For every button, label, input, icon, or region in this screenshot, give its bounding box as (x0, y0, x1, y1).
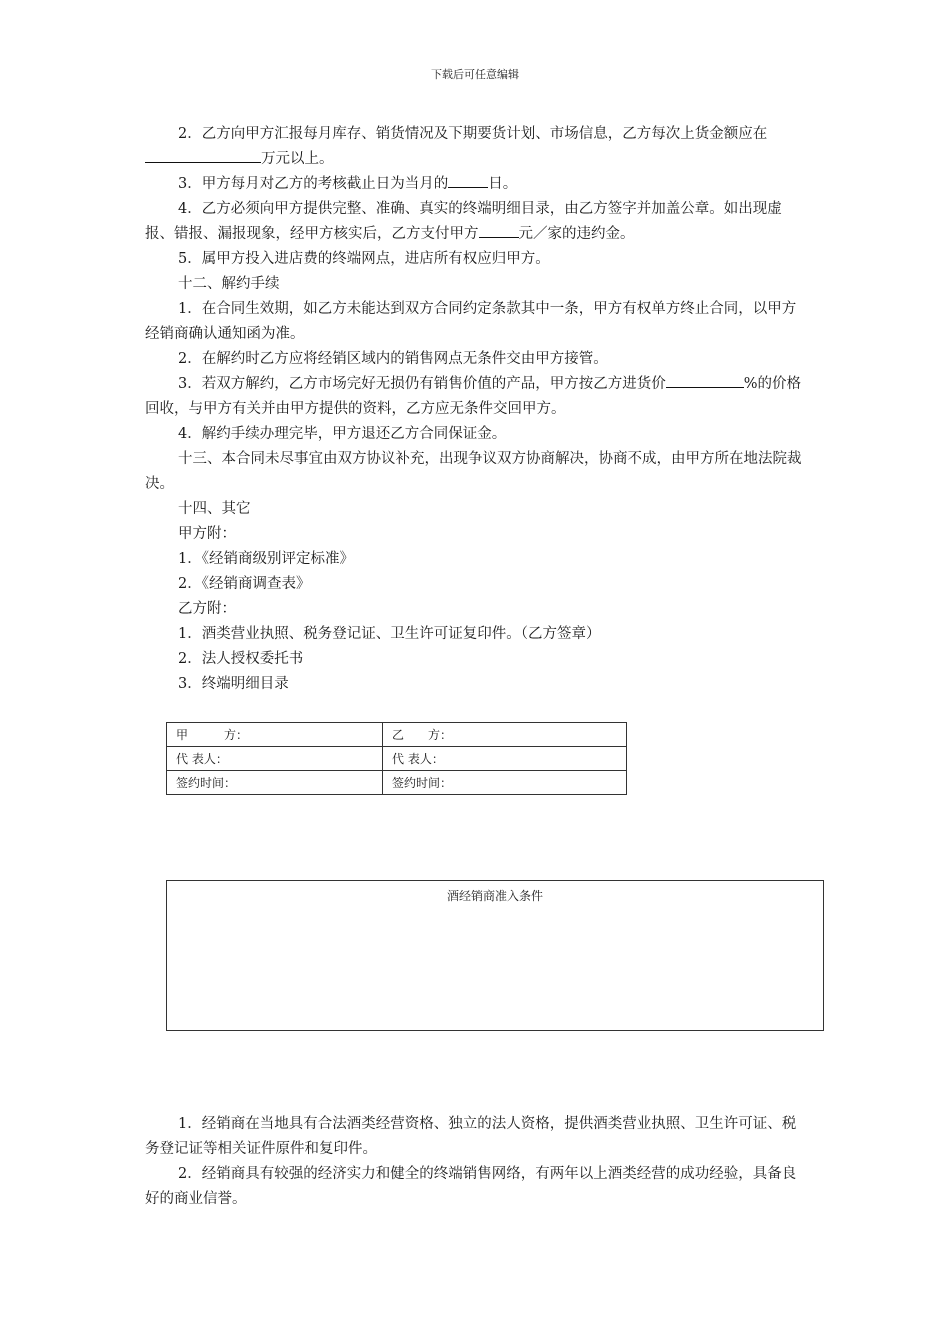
contract-clauses (145, 122, 810, 697)
section-12-heading: 十二、解约手续 (178, 276, 280, 292)
party-a-representative-cell: 代 表人： (167, 747, 383, 771)
table-row (167, 747, 627, 771)
clause-5: 5．属甲方投入进店费的终端网点，进店所有权应归甲方。 (178, 251, 550, 267)
party-a-attachment-1: 1．《经销商级别评定标准》 (178, 551, 354, 567)
party-b-attachment-3: 3．终端明细目录 (178, 676, 289, 692)
signature-table (166, 722, 627, 795)
party-b-attachments-label: 乙方附： (178, 601, 236, 617)
conditions-title-box (166, 880, 824, 1031)
party-b-attachment-1: 1．酒类营业执照、税务登记证、卫生许可证复印件。（乙方签章） (178, 626, 601, 642)
party-a-attachment-2: 2．《经销商调查表》 (178, 576, 311, 592)
percent-blank (666, 372, 736, 388)
penalty-blank (479, 222, 519, 238)
clause-3: 3．甲方每月对乙方的考核截止日为当月的 日。 (145, 172, 810, 197)
party-a-sign-date-cell: 签约时间： (167, 771, 383, 795)
section-12-item-4: 4．解约手续办理完毕，甲方退还乙方合同保证金。 (178, 426, 507, 442)
table-row (167, 723, 627, 747)
clause-4: 4．乙方必须向甲方提供完整、准确、真实的终端明细目录，由乙方签字并加盖公章。如出现虚报、错报、漏报现象，经甲方核实后，乙方支付甲方 元／家的违约金。 (145, 201, 782, 242)
day-blank (448, 172, 488, 188)
party-a-attachments-label: 甲方附： (178, 526, 236, 542)
condition-1: 1．经销商在当地具有合法酒类经营资格、独立的法人资格，提供酒类营业执照、卫生许可证、税务登记证等相关证件原件和复印件。 (145, 1116, 797, 1157)
conditions-list (145, 1112, 810, 1212)
section-13: 十三、本合同未尽事宜由双方协议补充，出现争议双方协商解决，协商不成，由甲方所在地法院裁决。 (145, 451, 802, 492)
section-12-item-1: 1．在合同生效期，如乙方未能达到双方合同约定条款其中一条，甲方有权单方终止合同，以甲方经销商确认通知函为准。 (145, 301, 797, 342)
party-b-cell: 乙 方： (383, 723, 627, 747)
table-row (167, 771, 627, 795)
amount-blank (145, 147, 261, 163)
section-12-item-3: 3．若双方解约，乙方市场完好无损仍有销售价值的产品，甲方按乙方进货价 %的价格回收，与甲方有关并由甲方提供的资料，乙方应无条件交回甲方。 (145, 372, 810, 422)
section-14-heading: 十四、其它 (178, 501, 251, 517)
percent-blank-continued (736, 372, 744, 388)
party-a-cell: 甲 方： (167, 723, 383, 747)
party-b-sign-date-cell: 签约时间： (383, 771, 627, 795)
condition-2: 2．经销商具有较强的经济实力和健全的终端销售网络，有两年以上酒类经营的成功经验，具备良好的商业信誉。 (145, 1166, 797, 1207)
party-b-attachment-2: 2．法人授权委托书 (178, 651, 304, 667)
section-12-item-2: 2．在解约时乙方应将经销区域内的销售网点无条件交由甲方接管。 (178, 351, 608, 367)
conditions-title: 酒经销商准入条件 (446, 889, 543, 903)
page-header: 下载后可任意编辑 (431, 68, 519, 81)
clause-2: 2．乙方向甲方汇报每月库存、销货情况及下期要货计划、市场信息，乙方每次上货金额应在万元以上。 (145, 122, 810, 172)
party-b-representative-cell: 代 表人： (383, 747, 627, 771)
